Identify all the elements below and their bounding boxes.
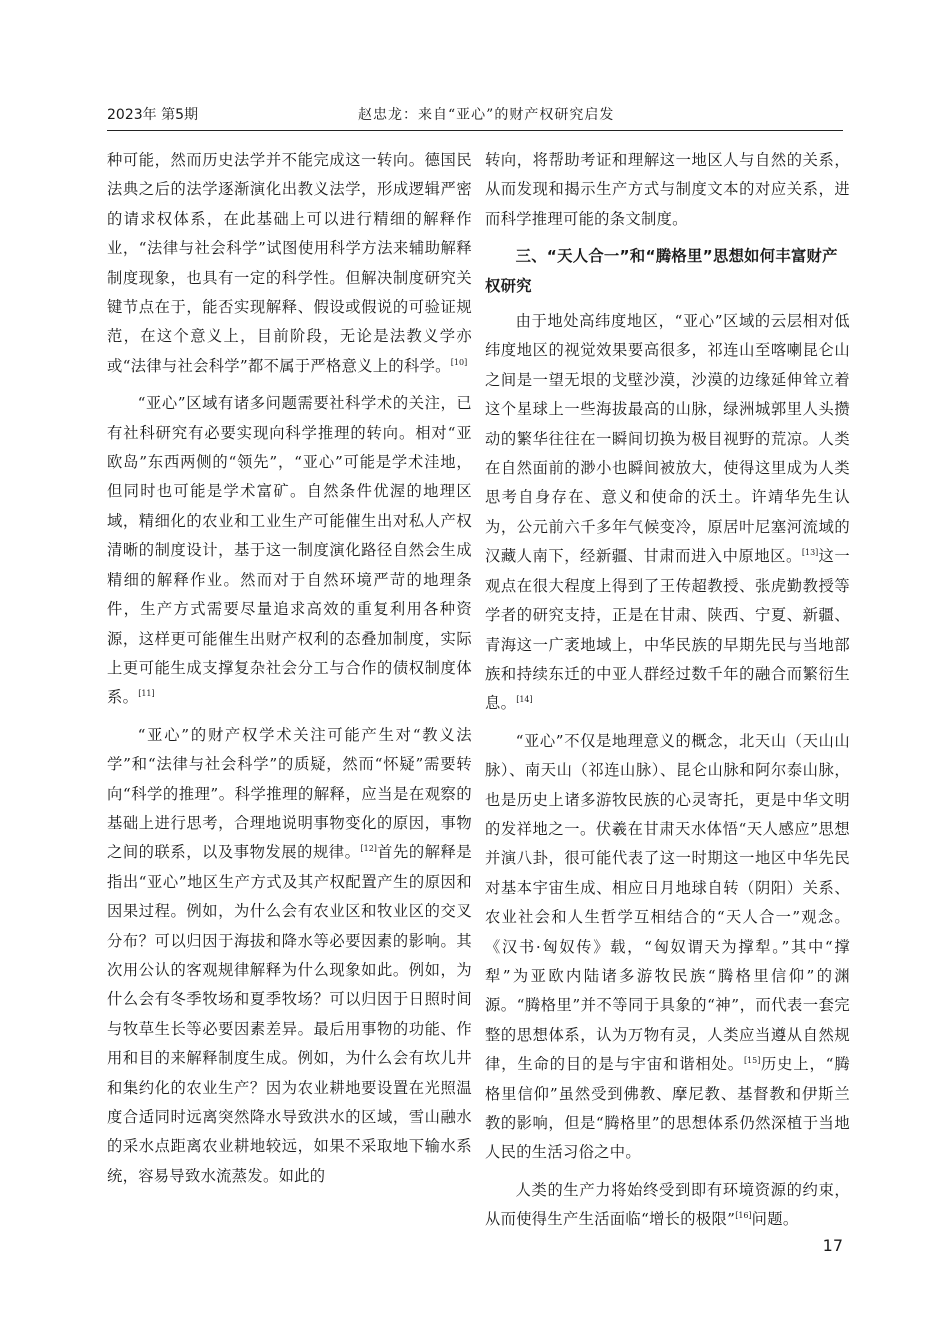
page-number: 17 — [822, 1236, 843, 1255]
running-title: 赵忠龙：来自“亚心”的财产权研究启发 — [358, 107, 615, 123]
citation: [10] — [450, 357, 468, 367]
left-column — [107, 146, 472, 1236]
paragraph: “亚心”的财产权学术关注可能产生对“教义法学”和“法律与社会科学”的质疑，然而“怀疑”需要转向“科学的推理”。科学推理的解释，应当是在观察的基础上进行思考，合理地说明事物变化的原因，事物之间的联系，以及事物发展的规律。[12]首先的解释是指出“亚心”地区生产方式及其产权配置产生的原因和因果过程。例如，为什么会有农业区和牧业区的交叉分布？可以归因于海拔和降水等必要因素的影响。其次用公认的客观规律解释为什么现象如此。例如，为什么会有冬季牧场和夏季牧场？可以归因于日照时间与牧草生长等必要因素差异。最后用事物的功能、作用和目的来解释制度生成。例如，为什么会有坎儿井和集约化的农业生产？因为农业耕地要设置在光照温度合适同时远离突然降水导致洪水的区域，雪山融水的采水点距离农业耕地较远，如果不采取地下输水系统，容易导致水流蒸发。如此的 — [107, 725, 472, 1185]
paragraph: 由于地处高纬度地区，“亚心”区域的云层相对低纬度地区的视觉效果要高很多，祁连山至喀喇昆仑山之间是一望无垠的戈壁沙漠，沙漠的边缘延伸耸立着这个星球上一些海拔最高的山脉，绿洲城郭里人头攒动的繁华往往在一瞬间切换为极目视野的荒凉。人类在自然面前的渺小也瞬间被放大，使得这里成为人类思考自身存在、意义和使命的沃土。许靖华先生认为，公元前六千多年气候变冷，原居叶尼塞河流域的汉藏人南下，经新疆、甘肃而进入中原地区。[13]这一观点在很大程度上得到了王传超教授、张虎勤教授等学者的研究支持，正是在甘肃、陕西、宁夏、新疆、青海这一广袤地域上，中华民族的早期先民与当地部族和持续东迁的中亚人群经过数千年的融合而繁衍生息。[14] — [485, 312, 850, 713]
citation: [13] — [801, 548, 819, 558]
right-column — [485, 146, 850, 1236]
citation: [11] — [138, 689, 155, 699]
paragraph: 人类的生产力将始终受到即有环境资源的约束，从而使得生产生活面临“增长的极限”[16]问题。 — [485, 1180, 850, 1229]
citation: [14] — [516, 695, 533, 705]
paragraph: 转向，将帮助考证和理解这一地区人与自然的关系，从而发现和揭示生产方式与制度文本的对应关系，进而科学推理可能的条文制度。 — [485, 151, 850, 228]
header-divider — [107, 130, 843, 131]
paragraph: “亚心”区域有诸多问题需要社科学术的关注，已有社科研究有必要实现向科学推理的转向。相对“亚欧岛”东西两侧的“领先”，“亚心”可能是学术洼地，但同时也可能是学术富矿。自然条件优渥的地理区域，精细化的农业和工业生产可能催生出对私人产权清晰的制度设计，基于这一制度演化路径自然会生成精细的解释作业。然而对于自然环境严苛的地理条件，生产方式需要尽量追求高效的重复利用各种资源，这样更可能催生出财产权利的态叠加制度，实际上更可能生成支撑复杂社会分工与合作的债权制度体系。[11] — [107, 394, 472, 707]
citation: [12] — [360, 844, 377, 854]
section-heading: 三、“天人合一”和“腾格里”思想如何丰富财产权研究 — [485, 247, 838, 295]
citation: [16] — [735, 1211, 752, 1221]
paragraph: 种可能，然而历史法学并不能完成这一转向。德国民法典之后的法学逐渐演化出教义法学，形成逻辑严密的请求权体系，在此基础上可以进行精细的解释作业，“法律与社会科学”试图使用科学方法来辅助解释制度现象，也具有一定的科学性。但解决制度研究关键节点在于，能否实现解释、假设或假说的可验证规范，在这个意义上，目前阶段，无论是法教义学亦或“法律与社会科学”都不属于严格意义上的科学。[10] — [107, 151, 472, 375]
paragraph: “亚心”不仅是地理意义的概念，北天山（天山山脉）、南天山（祁连山脉）、昆仑山脉和阿尔泰山脉，也是历史上诸多游牧民族的心灵寄托，更是中华文明的发祥地之一。伏羲在甘肃天水体悟“天人感应”思想并演八卦，很可能代表了这一时期这一地区中华先民对基本宇宙生成、相应日月地球自转（阴阳）关系、农业社会和人生哲学互相结合的“天人合一”观念。《汉书·匈奴传》载，“匈奴谓天为撑犁。”其中“撑犁”为亚欧内陆诸多游牧民族“腾格里信仰”的渊源。“腾格里”并不等同于具象的“神”，而代表一套完整的思想体系，认为万物有灵，人类应当遵从自然规律，生命的目的是与宇宙和谐相处。[15]历史上，“腾格里信仰”虽然受到佛教、摩尼教、基督教和伊斯兰教的影响，但是“腾格里”的思想体系仍然深植于当地人民的生活习俗之中。 — [485, 731, 850, 1162]
journal-issue: 2023年 第5期 — [107, 107, 198, 123]
citation: [15] — [743, 1056, 761, 1066]
